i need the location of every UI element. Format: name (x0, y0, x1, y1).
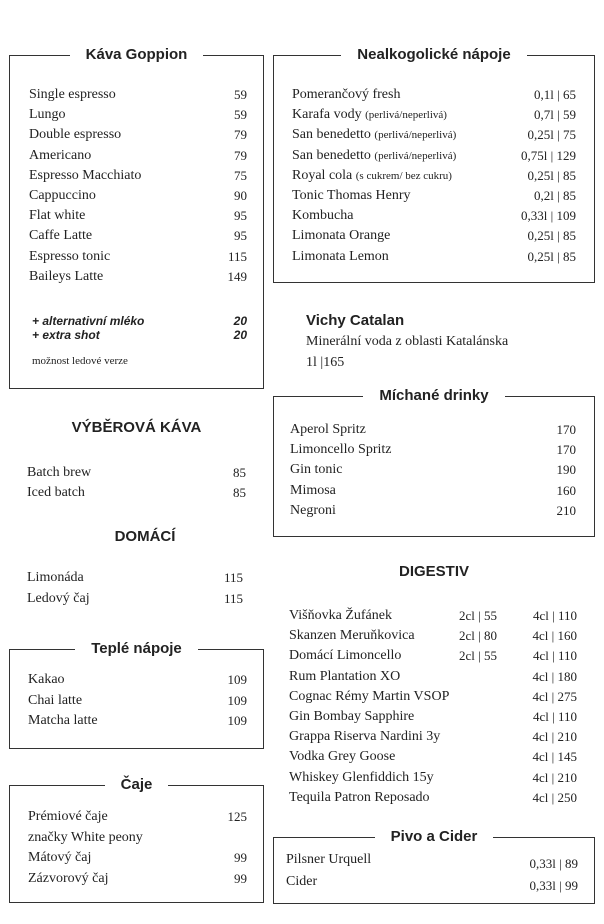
item-name: Grappa Riserva Nardini 3y (289, 729, 441, 745)
item-name: Tequila Patron Reposado (289, 789, 430, 805)
menu-item (292, 166, 576, 186)
menu-item (286, 872, 578, 892)
menu-item (292, 247, 576, 267)
menu-item (289, 768, 577, 788)
item-note: (perlivá/neperlivá) (374, 149, 457, 162)
item-price: 85 (233, 485, 246, 500)
menu-item (29, 125, 247, 145)
item-price-2cl: 2cl | 55 (459, 648, 497, 664)
item-price: 0,1l | 65 (534, 87, 576, 102)
item-price: 75 (234, 167, 247, 183)
menu-item (29, 85, 247, 105)
item-name: Karafa vody (292, 107, 362, 123)
item-name: Kakao (28, 672, 65, 687)
michane-title: Míchané drinky (274, 386, 594, 406)
menu-item (28, 807, 247, 827)
menu-item (289, 788, 577, 808)
kava-title: Káva Goppion (10, 45, 263, 65)
item-price-2cl: 2cl | 80 (459, 628, 497, 644)
item-name: Caffe Latte (29, 228, 93, 244)
item-price-4cl: 4cl | 145 (532, 749, 577, 765)
item-price: 0,25l | 85 (527, 248, 576, 264)
extra-price: 20 (233, 328, 247, 342)
item-note: (perlivá/neperlivá) (365, 109, 447, 122)
domaci-title: DOMÁCÍ (114, 528, 176, 545)
menu-item (289, 606, 577, 626)
item-note: (s cukrem/ bez cukru) (355, 169, 452, 182)
item-price: 99 (234, 850, 247, 865)
item-name: Cider (286, 874, 318, 889)
item-price-4cl: 4cl | 180 (532, 668, 577, 684)
extra-item (32, 314, 247, 328)
menu-item (292, 125, 576, 145)
item-price: 90 (234, 188, 247, 203)
item-name: Višňovka Žufánek (289, 608, 392, 623)
item-name: Vodka Grey Goose (289, 749, 396, 765)
item-name: Limonata Lemon (292, 248, 389, 264)
item-price: 79 (234, 127, 247, 143)
item-name: Espresso Macchiato (29, 167, 142, 183)
menu-item (27, 463, 246, 483)
nealko-section (273, 46, 595, 283)
item-price: 125 (227, 809, 247, 824)
menu-item (289, 707, 577, 727)
item-name: značky White peony (28, 829, 143, 845)
caje-section (9, 776, 264, 903)
item-price: 109 (227, 672, 247, 687)
menu-item (289, 646, 577, 666)
item-price: 95 (234, 208, 247, 224)
item-price: 99 (234, 870, 247, 886)
menu-item (27, 483, 246, 503)
menu-item (290, 501, 576, 521)
menu-item (28, 848, 247, 868)
menu-item (289, 687, 577, 707)
item-price: 0,2l | 85 (534, 188, 576, 203)
item-name: Lungo (29, 107, 66, 123)
item-price: 170 (556, 422, 576, 437)
menu-item (286, 850, 578, 870)
menu-item (289, 747, 577, 767)
vyberova-title: VÝBĚROVÁ KÁVA (71, 419, 202, 436)
menu-item (29, 247, 247, 267)
menu-item (29, 166, 247, 186)
item-price: 160 (556, 482, 576, 498)
item-name: Matcha latte (28, 713, 98, 728)
menu-item (292, 206, 576, 226)
item-name: Tonic Thomas Henry (292, 188, 411, 203)
item-price: 115 (227, 248, 247, 264)
extra-price: 20 (233, 314, 247, 328)
ice-note: možnost ledové verze (32, 355, 128, 367)
item-price-2cl: 2cl | 55 (459, 608, 497, 623)
item-price: 0,33l | 109 (521, 208, 576, 224)
menu-item (290, 481, 576, 501)
item-price: 79 (234, 147, 247, 163)
item-name: Baileys Latte (29, 268, 104, 284)
item-name: Pomerančový fresh (292, 87, 401, 102)
vichy-desc: Minerální voda z oblasti Katalánska (306, 334, 509, 349)
menu-item (29, 146, 247, 166)
item-name-group (292, 125, 456, 145)
item-name-group (292, 186, 411, 206)
item-name: Cappuccino (29, 188, 96, 203)
extra-item (32, 328, 247, 342)
item-name: Double espresso (29, 127, 122, 143)
item-name: Chai latte (28, 692, 83, 708)
vichy-price: 1l |165 (306, 355, 345, 370)
item-name: Limonata Orange (292, 228, 391, 244)
item-price: 59 (234, 87, 247, 102)
menu-item (292, 146, 576, 166)
menu-item (29, 267, 247, 287)
menu-item (28, 691, 247, 711)
item-name: Whiskey Glenfiddich 15y (289, 769, 434, 785)
menu-item (29, 186, 247, 206)
item-price: 115 (223, 591, 243, 606)
item-price: 0,75l | 129 (521, 147, 576, 163)
item-price: 0,25l | 85 (527, 167, 576, 183)
item-name: Cognac Rémy Martin VSOP (289, 688, 450, 704)
item-price-4cl: 4cl | 110 (532, 608, 577, 623)
item-name: Aperol Spritz (290, 422, 366, 437)
item-price-4cl: 4cl | 110 (532, 648, 577, 664)
michane-section (273, 387, 595, 537)
item-name: Skanzen Meruňkovica (289, 628, 415, 644)
item-name: Royal cola (292, 167, 353, 183)
extra-name: + extra shot (32, 328, 100, 342)
item-price: 95 (234, 228, 247, 244)
item-name: Pilsner Urquell (286, 852, 372, 867)
item-name: Domácí Limoncello (289, 648, 402, 664)
item-name-group (292, 226, 390, 246)
menu-item (289, 667, 577, 687)
item-name: Gin tonic (290, 462, 343, 478)
item-name: Single espresso (29, 87, 116, 102)
item-price: 0,7l | 59 (534, 107, 576, 123)
teple-section (9, 640, 264, 749)
item-name-group (292, 105, 447, 125)
item-name: Gin Bombay Sapphire (289, 709, 415, 724)
item-price: 190 (556, 462, 576, 478)
item-name: San benedetto (292, 147, 371, 163)
item-price: 115 (223, 570, 243, 585)
item-price: 109 (227, 692, 247, 708)
menu-item (29, 226, 247, 246)
item-price-4cl: 4cl | 275 (532, 688, 577, 704)
menu-item (29, 206, 247, 226)
item-price-4cl: 4cl | 210 (532, 769, 577, 785)
menu-item (289, 727, 577, 747)
item-name: Espresso tonic (29, 248, 111, 264)
item-price-4cl: 4cl | 110 (532, 709, 577, 724)
menu-item (290, 460, 576, 480)
item-name: San benedetto (292, 127, 371, 143)
item-price-4cl: 4cl | 250 (532, 789, 577, 805)
item-price-4cl: 4cl | 160 (532, 628, 577, 644)
vichy-title: Vichy Catalan (306, 312, 405, 329)
item-price: 0,33l | 89 (529, 856, 578, 871)
item-name-group (292, 146, 456, 166)
menu-item (28, 828, 247, 848)
item-name: Iced batch (27, 485, 85, 500)
menu-item (292, 85, 576, 105)
item-name: Americano (29, 147, 92, 163)
menu-item (292, 105, 576, 125)
caje-title: Čaje (10, 775, 263, 795)
item-name: Kombucha (292, 208, 354, 224)
menu-item (289, 626, 577, 646)
item-price: 0,25l | 85 (527, 228, 576, 244)
item-name: Mátový čaj (28, 850, 92, 865)
menu-item (28, 869, 247, 889)
digestiv-title: DIGESTIV (398, 563, 469, 580)
item-name: Batch brew (27, 465, 92, 480)
menu-item (28, 670, 247, 690)
item-price: 109 (227, 713, 247, 728)
extra-name: + alternativní mléko (32, 314, 145, 328)
menu-item (292, 186, 576, 206)
item-price: 59 (234, 107, 247, 123)
menu-item (290, 440, 576, 460)
item-name: Limonáda (27, 570, 84, 585)
item-price: 210 (556, 502, 576, 518)
teple-title: Teplé nápoje (10, 639, 263, 659)
menu-item (292, 226, 576, 246)
item-name: Mimosa (290, 482, 336, 498)
item-name-group (292, 247, 389, 267)
item-price: 149 (227, 268, 247, 284)
item-price: 0,25l | 75 (527, 127, 576, 143)
pivo-title: Pivo a Cider (274, 827, 594, 847)
item-name-group (292, 85, 400, 105)
item-price-4cl: 4cl | 210 (532, 729, 577, 745)
pivo-section (273, 828, 595, 904)
item-name-group (292, 166, 452, 186)
item-name: Prémiové čaje (28, 809, 108, 824)
item-price: 0,33l | 99 (529, 878, 578, 893)
item-name: Ledový čaj (27, 591, 90, 606)
item-note: (perlivá/neperlivá) (374, 129, 457, 142)
item-name: Zázvorový čaj (28, 870, 109, 886)
kava-section (9, 46, 264, 389)
item-name: Rum Plantation XO (289, 668, 401, 684)
menu-item (29, 105, 247, 125)
item-name-group (292, 206, 353, 226)
item-name: Flat white (29, 208, 86, 224)
nealko-title: Nealkogolické nápoje (274, 45, 594, 65)
item-price: 170 (556, 442, 576, 458)
item-name: Negroni (290, 502, 336, 518)
menu-item (27, 568, 243, 588)
item-price: 85 (233, 465, 246, 480)
menu-item (28, 711, 247, 731)
menu-item (290, 420, 576, 440)
menu-item (27, 589, 243, 609)
item-name: Limoncello Spritz (290, 442, 392, 458)
